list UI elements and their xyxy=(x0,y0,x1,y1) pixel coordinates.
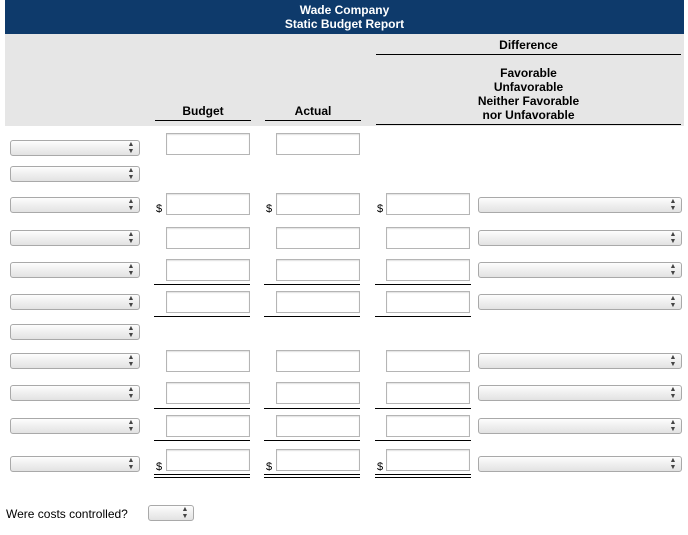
budget-column-header xyxy=(155,104,251,124)
row-11-budget-input[interactable] xyxy=(166,449,250,471)
row-3-actual-input[interactable] xyxy=(276,193,360,215)
row-3-difference-dollar: $ xyxy=(377,203,384,215)
row-6-actual-rule xyxy=(264,316,360,317)
row-3-favorability-select[interactable]: ▲ ▼ xyxy=(478,197,682,213)
row-11-budget-double-rule-top xyxy=(154,474,250,475)
difference-column-header xyxy=(376,38,681,124)
row-10-difference-rule xyxy=(375,440,471,441)
difference-header-label: Difference xyxy=(499,38,558,52)
row-10-budget-rule xyxy=(154,440,250,441)
costs-controlled-question: Were costs controlled? xyxy=(6,507,128,521)
row-10-favorability-select[interactable]: ▲ ▼ xyxy=(478,418,682,434)
row-3-actual-dollar: $ xyxy=(266,203,273,215)
row-9-actual-rule xyxy=(264,408,360,409)
difference-header-rule-bottom xyxy=(376,124,681,125)
row-11-budget-dollar: $ xyxy=(156,461,163,473)
option-neither-favorable: Neither Favorable xyxy=(477,94,580,108)
row-5-actual-rule xyxy=(264,284,360,285)
company-name: Wade Company xyxy=(299,3,390,17)
row-6-budget-input[interactable] xyxy=(166,291,250,313)
row-6-budget-rule xyxy=(154,316,250,317)
row-4-budget-input[interactable] xyxy=(166,227,250,249)
row-5-favorability-select[interactable]: ▲ ▼ xyxy=(478,262,682,278)
row-1-budget-input[interactable] xyxy=(166,133,250,155)
row-8-label-select[interactable]: ▲ ▼ xyxy=(10,353,140,369)
report-title: Static Budget Report xyxy=(284,17,405,31)
row-5-label-select[interactable]: ▲ ▼ xyxy=(10,262,140,278)
difference-header-rule-top xyxy=(376,54,681,55)
costs-controlled-select[interactable]: ▲ ▼ xyxy=(148,505,194,521)
row-3-budget-input[interactable] xyxy=(166,193,250,215)
row-4-difference-input[interactable] xyxy=(386,227,470,249)
row-4-favorability-select[interactable]: ▲ ▼ xyxy=(478,230,682,246)
row-9-label-select[interactable]: ▲ ▼ xyxy=(10,385,140,401)
row-10-difference-input[interactable] xyxy=(386,415,470,437)
option-nor-unfavorable: nor Unfavorable xyxy=(482,108,575,122)
row-9-budget-input[interactable] xyxy=(166,382,250,404)
row-7-label-select[interactable]: ▲ ▼ xyxy=(10,324,140,340)
row-8-budget-input[interactable] xyxy=(166,350,250,372)
row-5-budget-rule xyxy=(154,284,250,285)
row-9-budget-rule xyxy=(154,408,250,409)
actual-header-label: Actual xyxy=(294,104,332,118)
row-10-actual-input[interactable] xyxy=(276,415,360,437)
difference-options-label xyxy=(376,66,681,122)
row-3-difference-input[interactable] xyxy=(386,193,470,215)
row-11-budget-double-rule-bottom xyxy=(154,477,250,478)
row-10-actual-rule xyxy=(264,440,360,441)
row-8-difference-input[interactable] xyxy=(386,350,470,372)
row-11-favorability-select[interactable]: ▲ ▼ xyxy=(478,456,682,472)
row-10-budget-input[interactable] xyxy=(166,415,250,437)
row-11-actual-input[interactable] xyxy=(276,449,360,471)
row-11-actual-double-rule-top xyxy=(264,474,360,475)
row-9-difference-rule xyxy=(375,408,471,409)
row-10-label-select[interactable]: ▲ ▼ xyxy=(10,418,140,434)
row-8-actual-input[interactable] xyxy=(276,350,360,372)
row-2-label-select[interactable]: ▲ ▼ xyxy=(10,166,140,182)
actual-column-header xyxy=(265,104,361,124)
option-unfavorable: Unfavorable xyxy=(493,80,564,94)
budget-header-label: Budget xyxy=(182,104,224,118)
row-11-difference-dollar: $ xyxy=(377,461,384,473)
row-11-difference-input[interactable] xyxy=(386,449,470,471)
row-9-actual-input[interactable] xyxy=(276,382,360,404)
row-5-difference-input[interactable] xyxy=(386,259,470,281)
row-6-difference-rule xyxy=(375,316,471,317)
row-5-budget-input[interactable] xyxy=(166,259,250,281)
row-5-actual-input[interactable] xyxy=(276,259,360,281)
row-9-favorability-select[interactable]: ▲ ▼ xyxy=(478,385,682,401)
row-11-actual-double-rule-bottom xyxy=(264,477,360,478)
row-11-difference-double-rule-bottom xyxy=(375,477,471,478)
row-11-label-select[interactable]: ▲ ▼ xyxy=(10,456,140,472)
row-6-actual-input[interactable] xyxy=(276,291,360,313)
row-11-difference-double-rule-top xyxy=(375,474,471,475)
row-6-difference-input[interactable] xyxy=(386,291,470,313)
row-6-favorability-select[interactable]: ▲ ▼ xyxy=(478,294,682,310)
row-9-difference-input[interactable] xyxy=(386,382,470,404)
row-4-actual-input[interactable] xyxy=(276,227,360,249)
row-3-budget-dollar: $ xyxy=(156,203,163,215)
report-header xyxy=(5,0,684,34)
option-favorable: Favorable xyxy=(500,66,557,80)
row-1-label-select[interactable]: ▲ ▼ xyxy=(10,140,140,156)
row-6-label-select[interactable]: ▲ ▼ xyxy=(10,294,140,310)
row-11-actual-dollar: $ xyxy=(266,461,273,473)
row-3-label-select[interactable]: ▲ ▼ xyxy=(10,197,140,213)
row-1-actual-input[interactable] xyxy=(276,133,360,155)
row-4-label-select[interactable]: ▲ ▼ xyxy=(10,230,140,246)
actual-header-rule xyxy=(265,120,361,121)
row-5-difference-rule xyxy=(375,284,471,285)
row-8-favorability-select[interactable]: ▲ ▼ xyxy=(478,353,682,369)
budget-header-rule xyxy=(155,120,251,121)
